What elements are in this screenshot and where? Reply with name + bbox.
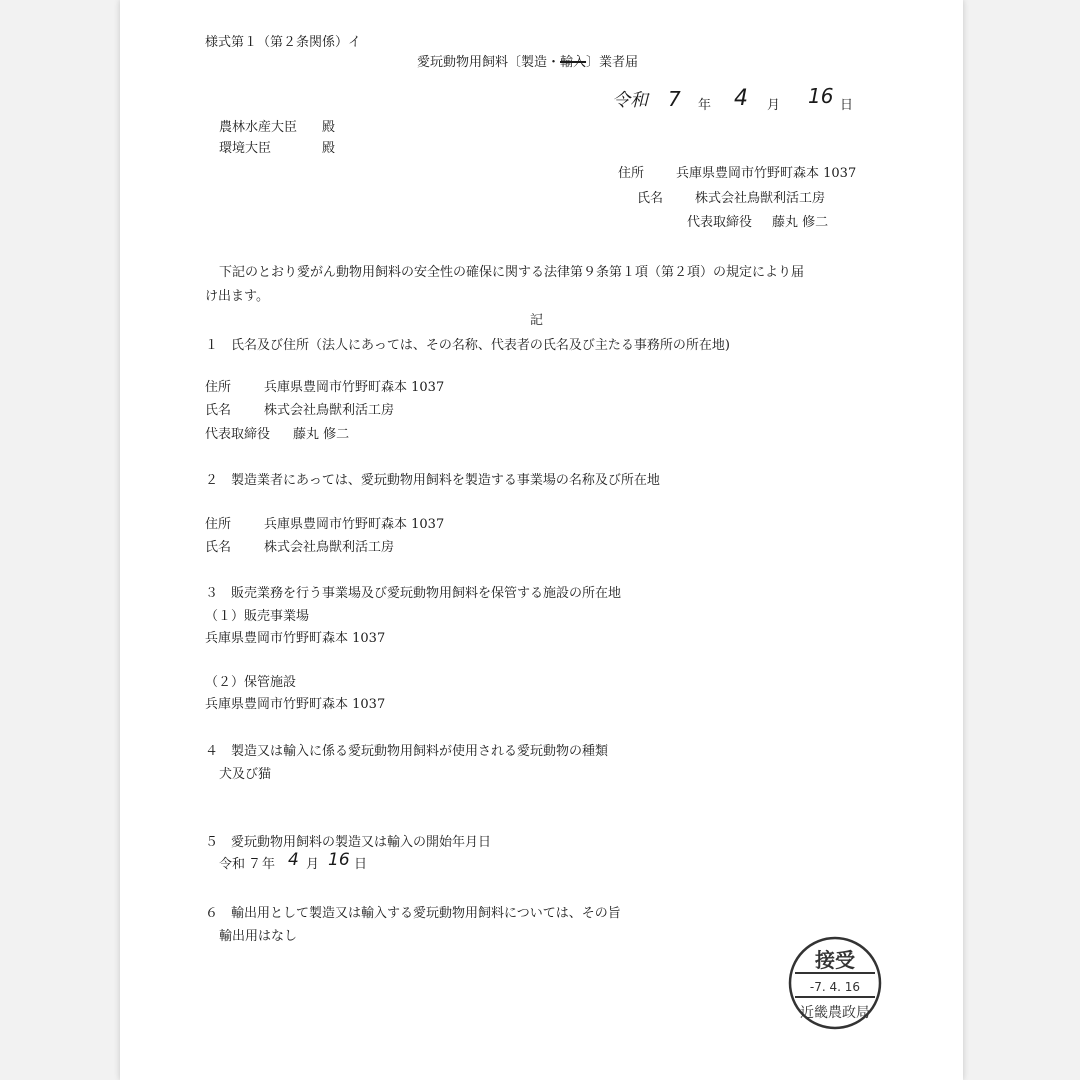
s2-name: 株式会社鳥獣利活工房 xyxy=(264,540,395,555)
s3-sub1-value: 兵庫県豊岡市竹野町森本 1037 xyxy=(205,631,386,646)
ki-marker: 記 xyxy=(530,313,544,328)
s5-day-unit: 日 xyxy=(354,857,368,872)
intro-line-1: 下記のとおり愛がん動物用飼料の安全性の確保に関する法律第９条第１項（第２項）の規定により届 xyxy=(219,265,805,280)
intro-line-2: け出ます。 xyxy=(205,289,269,304)
s5-month: 4 xyxy=(288,850,299,870)
section-3-heading: ３ 販売業務を行う事業場及び愛玩動物用飼料を保管する施設の所在地 xyxy=(205,586,622,601)
date-month-unit: 月 xyxy=(767,98,781,113)
title-suffix: 〕業者届 xyxy=(586,55,639,70)
s5-day: 16 xyxy=(328,850,350,870)
title-prefix: 愛玩動物用飼料〔製造・ xyxy=(417,55,561,70)
date-year-unit: 年 xyxy=(698,98,712,113)
s2-address: 兵庫県豊岡市竹野町森本 1037 xyxy=(264,517,445,532)
date-day: 16 xyxy=(808,84,834,108)
receipt-stamp xyxy=(787,935,883,1031)
addressee-name: 農林水産大臣 xyxy=(219,120,298,135)
s1-name: 株式会社鳥獣利活工房 xyxy=(264,403,395,418)
stamp-bottom-text: 近畿農政局 xyxy=(800,1005,870,1021)
applicant-rep-name: 藤丸 修二 xyxy=(772,215,829,230)
section-2-heading: ２ 製造業者にあっては、愛玩動物用飼料を製造する事業場の名称及び所在地 xyxy=(205,473,660,488)
s1-address-label: 住所 xyxy=(205,380,232,395)
s1-address: 兵庫県豊岡市竹野町森本 1037 xyxy=(264,380,445,395)
s2-address-label: 住所 xyxy=(205,517,232,532)
date-era: 令和 xyxy=(612,90,648,111)
date-day-unit: 日 xyxy=(840,98,854,113)
s5-month-unit: 月 xyxy=(306,857,320,872)
s3-sub2-label: （２）保管施設 xyxy=(205,675,297,690)
section-1-heading: １ 氏名及び住所（法人にあっては、その名称、代表者の氏名及び主たる事務所の所在地) xyxy=(205,338,730,353)
s6-value: 輸出用はなし xyxy=(219,929,298,944)
form-id: 様式第１（第２条関係）イ xyxy=(205,35,362,50)
section-5-heading: ５ 愛玩動物用飼料の製造又は輸入の開始年月日 xyxy=(205,835,492,850)
applicant-address: 兵庫県豊岡市竹野町森本 1037 xyxy=(676,166,857,181)
date-year: 7 xyxy=(668,87,681,111)
s2-name-label: 氏名 xyxy=(205,540,232,555)
section-6-heading: ６ 輸出用として製造又は輸入する愛玩動物用飼料については、その旨 xyxy=(205,906,621,921)
document-page xyxy=(120,0,963,1080)
s5-year-unit: 年 xyxy=(262,857,276,872)
s5-year: ７ xyxy=(248,857,262,872)
applicant-rep-title: 代表取締役 xyxy=(687,215,753,230)
addressee-name: 環境大臣 xyxy=(219,141,272,156)
addressee-honorific: 殿 xyxy=(322,141,336,156)
s3-sub2-value: 兵庫県豊岡市竹野町森本 1037 xyxy=(205,697,386,712)
s1-rep-title: 代表取締役 xyxy=(205,427,271,442)
applicant-name-label: 氏名 xyxy=(637,191,664,206)
addressee-honorific: 殿 xyxy=(322,120,336,135)
s5-era: 令和 xyxy=(219,857,246,872)
s4-value: 犬及び猫 xyxy=(219,767,272,782)
section-4-heading: ４ 製造又は輸入に係る愛玩動物用飼料が使用される愛玩動物の種類 xyxy=(205,744,609,759)
stamp-date-text: -7. 4. 16 xyxy=(809,980,861,994)
s1-name-label: 氏名 xyxy=(205,403,232,418)
date-month: 4 xyxy=(734,86,748,111)
applicant-address-label: 住所 xyxy=(618,166,645,181)
applicant-name: 株式会社鳥獣利活工房 xyxy=(695,191,826,206)
document-title xyxy=(417,54,638,71)
s3-sub1-label: （１）販売事業場 xyxy=(205,609,310,624)
s1-rep-name: 藤丸 修二 xyxy=(293,427,350,442)
stamp-top-text: 接受 xyxy=(815,948,855,972)
title-struck-word: 輸入 xyxy=(560,55,587,70)
